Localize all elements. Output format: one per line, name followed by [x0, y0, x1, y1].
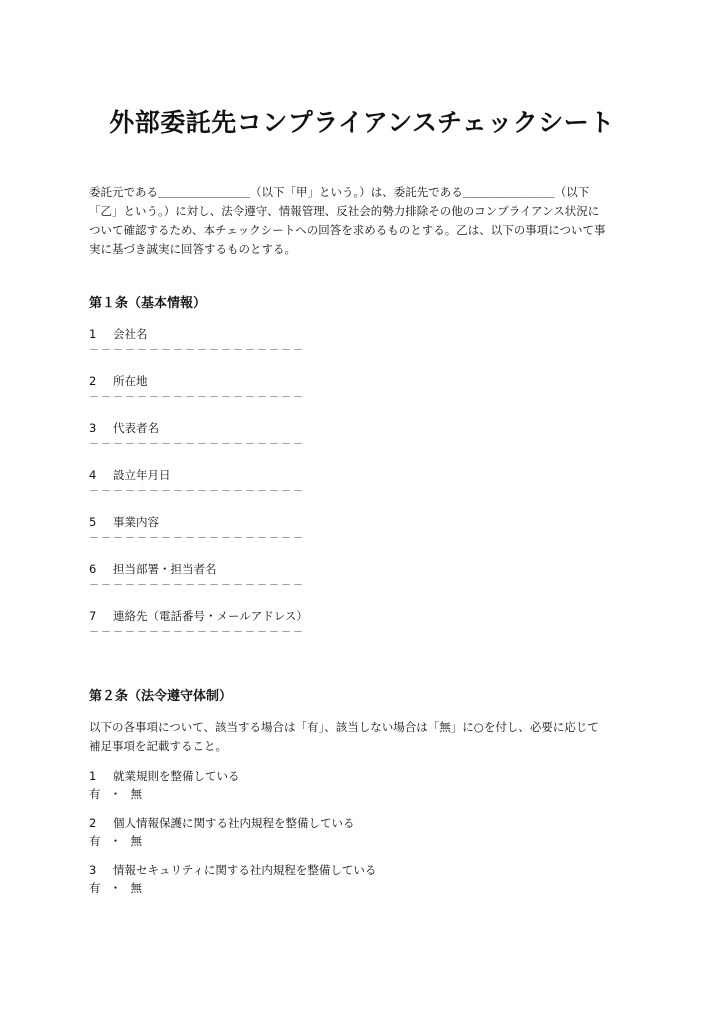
info-item-contact-person	[89, 560, 389, 594]
yes-option[interactable]: 有	[89, 787, 101, 801]
intro-line: ついて確認するため、本チェックシートへの回答を求めるものとする。乙は、以下の事項について事	[89, 223, 606, 237]
choice-separator: ・	[109, 881, 122, 895]
item-label: 就業規則を整備している	[113, 769, 240, 783]
yes-option[interactable]: 有	[89, 834, 101, 848]
info-item-address	[89, 372, 389, 406]
item-label: 情報セキュリティに関する社内規程を整備している	[113, 863, 377, 877]
item-number: 7	[89, 609, 97, 623]
answer-blank-line[interactable]: －－－－－－－－－－－－－－－－－－	[89, 627, 305, 638]
yes-option[interactable]: 有	[89, 881, 101, 895]
section2-heading: 第２条（法令遵守体制）	[89, 689, 233, 704]
section2-instructions	[89, 718, 637, 756]
answer-blank-line[interactable]: －－－－－－－－－－－－－－－－－－	[89, 392, 305, 403]
item-number: 2	[89, 816, 97, 830]
item-number: 1	[89, 769, 97, 783]
intro-line: 「乙」という。）に対し、法令遵守、情報管理、反社会的勢力排除その他のコンプライアンス状況に	[89, 204, 600, 218]
info-item-contact-info	[89, 607, 389, 641]
instruction-line: 補足事項を記載すること。	[89, 739, 227, 753]
item-number: 3	[89, 421, 97, 435]
yes-no-choice	[89, 832, 489, 850]
info-item-business	[89, 513, 389, 547]
instruction-line: 以下の各事項について、該当する場合は「有」、該当しない場合は「無」に○を付し、必要に応じて	[89, 720, 599, 734]
item-label: 連絡先（電話番号・メールアドレス）	[113, 609, 308, 623]
document-title: 外部委託先コンプライアンスチェックシート	[109, 108, 615, 137]
yes-no-choice	[89, 879, 489, 897]
intro-line: 実に基づき誠実に回答するものとする。	[89, 242, 296, 256]
intro-line: 委託元である＿＿＿＿＿＿＿＿（以下「甲」という。）は、委託先である＿＿＿＿＿＿＿＿（以下	[89, 185, 590, 199]
no-option[interactable]: 無	[130, 881, 142, 895]
answer-blank-line[interactable]: －－－－－－－－－－－－－－－－－－	[89, 486, 305, 497]
no-option[interactable]: 無	[130, 834, 142, 848]
yes-no-choice	[89, 785, 489, 803]
item-label: 個人情報保護に関する社内規程を整備している	[113, 816, 355, 830]
info-item-established-date	[89, 466, 389, 500]
choice-separator: ・	[109, 834, 122, 848]
item-number: 4	[89, 468, 97, 482]
answer-blank-line[interactable]: －－－－－－－－－－－－－－－－－－	[89, 533, 305, 544]
item-number: 1	[89, 327, 97, 341]
choice-separator: ・	[109, 787, 122, 801]
check-item-privacy-rules	[89, 814, 489, 850]
intro-paragraph	[89, 183, 637, 259]
item-label: 担当部署・担当者名	[113, 562, 217, 576]
item-number: 2	[89, 374, 97, 388]
item-label: 設立年月日	[113, 468, 171, 482]
info-item-representative	[89, 419, 389, 453]
item-label: 事業内容	[113, 515, 159, 529]
item-number: 3	[89, 863, 97, 877]
item-label: 代表者名	[113, 421, 159, 435]
check-item-security-rules	[89, 861, 489, 897]
info-item-company-name	[89, 325, 389, 359]
no-option[interactable]: 無	[130, 787, 142, 801]
check-item-work-rules	[89, 767, 489, 803]
item-label: 会社名	[113, 327, 148, 341]
answer-blank-line[interactable]: －－－－－－－－－－－－－－－－－－	[89, 580, 305, 591]
item-label: 所在地	[113, 374, 148, 388]
item-number: 6	[89, 562, 97, 576]
section1-heading: 第１条（基本情報）	[89, 296, 207, 311]
item-number: 5	[89, 515, 97, 529]
answer-blank-line[interactable]: －－－－－－－－－－－－－－－－－－	[89, 439, 305, 450]
answer-blank-line[interactable]: －－－－－－－－－－－－－－－－－－	[89, 345, 305, 356]
